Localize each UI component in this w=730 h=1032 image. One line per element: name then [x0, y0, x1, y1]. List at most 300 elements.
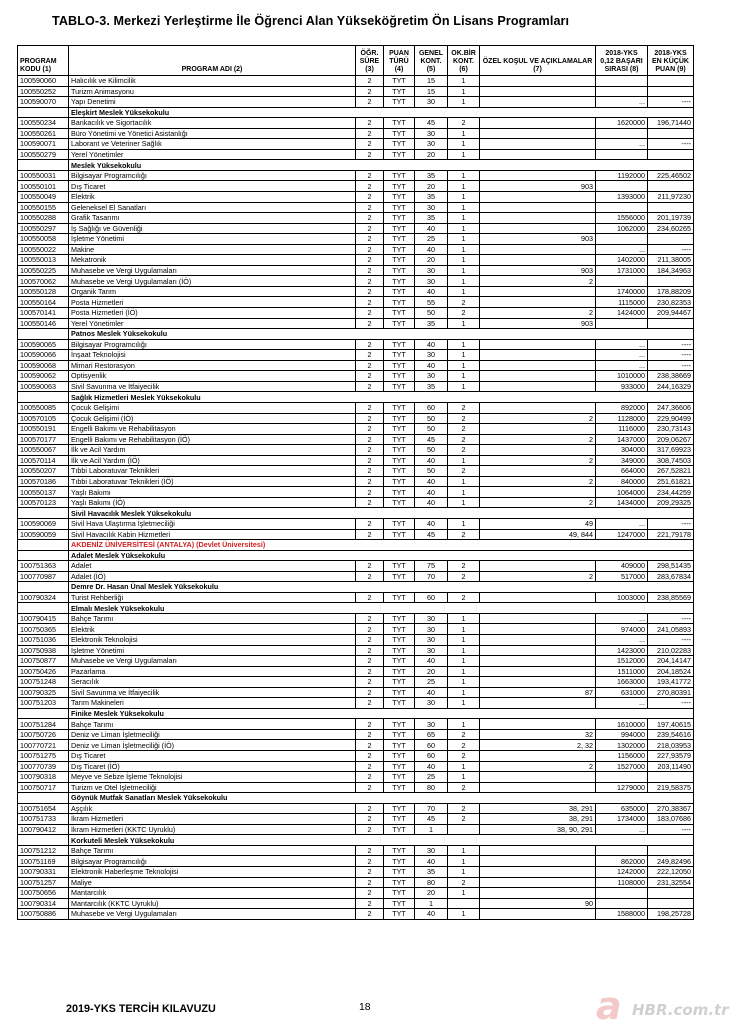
- cell-score-type: TYT: [384, 867, 415, 878]
- table-row: [18, 719, 694, 730]
- cell-top-student-quota: 1: [448, 666, 480, 677]
- cell-success-rank: ...: [596, 339, 648, 350]
- cell-min-score: [648, 318, 694, 329]
- table-row: [18, 455, 694, 466]
- cell-program-name: Mimari Restorasyon: [69, 360, 356, 371]
- cell-special-conditions: 32: [480, 729, 596, 740]
- table-row: [18, 772, 694, 783]
- table-row: [18, 202, 694, 213]
- cell-success-rank: 974000: [596, 624, 648, 635]
- programs-table-wrapper: [17, 45, 693, 920]
- table-row: [18, 118, 694, 129]
- cell-success-rank: 1734000: [596, 814, 648, 825]
- cell-general-quota: 50: [415, 445, 448, 456]
- school-name: Finike Meslek Yüksekokulu: [69, 708, 694, 719]
- cell-min-score: 230,73143: [648, 424, 694, 435]
- cell-score-type: TYT: [384, 350, 415, 361]
- cell-program-code: 100590069: [18, 518, 69, 529]
- cell-program-name: Dış Ticaret (İÖ): [69, 761, 356, 772]
- cell-duration: 2: [356, 561, 384, 572]
- cell-success-rank: [596, 888, 648, 899]
- cell-success-rank: 631000: [596, 687, 648, 698]
- cell-special-conditions: [480, 888, 596, 899]
- cell-min-score: 239,54616: [648, 729, 694, 740]
- cell-top-student-quota: 2: [448, 118, 480, 129]
- cell-general-quota: 25: [415, 772, 448, 783]
- cell-program-name: Deniz ve Liman İşletmeciliği: [69, 729, 356, 740]
- cell-general-quota: 30: [415, 202, 448, 213]
- cell-program-code: 100790325: [18, 687, 69, 698]
- cell-program-name: Mantarcılık: [69, 888, 356, 899]
- cell-program-name: Yapı Denetimi: [69, 97, 356, 108]
- table-row: [18, 803, 694, 814]
- cell-program-code: 100751169: [18, 856, 69, 867]
- cell-top-student-quota: 1: [448, 909, 480, 920]
- table-row: [18, 424, 694, 435]
- school-name: Adalet Meslek Yüksekokulu: [69, 550, 694, 561]
- cell-min-score: 234,60265: [648, 223, 694, 234]
- table-row: [18, 402, 694, 413]
- cell-duration: 2: [356, 571, 384, 582]
- cell-program-name: Turizm ve Otel İşletmeciliği: [69, 782, 356, 793]
- cell-general-quota: 30: [415, 128, 448, 139]
- cell-success-rank: ...: [596, 613, 648, 624]
- school-row: [18, 708, 694, 719]
- cell-general-quota: 30: [415, 719, 448, 730]
- cell-program-name: Mantarcılık (KKTC Uyruklu): [69, 898, 356, 909]
- cell-program-code: 100770987: [18, 571, 69, 582]
- cell-top-student-quota: 1: [448, 856, 480, 867]
- cell-program-name: İkram Hizmetleri (KKTC Uyruklu): [69, 824, 356, 835]
- cell-top-student-quota: 1: [448, 234, 480, 245]
- cell-general-quota: 50: [415, 413, 448, 424]
- cell-program-name: Bilgisayar Programcılığı: [69, 339, 356, 350]
- cell-score-type: TYT: [384, 76, 415, 87]
- cell-program-name: Posta Hizmetleri: [69, 297, 356, 308]
- cell-min-score: [648, 76, 694, 87]
- cell-program-name: Organik Tarım: [69, 286, 356, 297]
- cell-top-student-quota: 1: [448, 455, 480, 466]
- cell-general-quota: 40: [415, 856, 448, 867]
- cell-general-quota: 30: [415, 634, 448, 645]
- cell-general-quota: 50: [415, 466, 448, 477]
- cell-top-student-quota: 1: [448, 192, 480, 203]
- cell-duration: 2: [356, 455, 384, 466]
- cell-top-student-quota: 1: [448, 845, 480, 856]
- cell-success-rank: 1064000: [596, 487, 648, 498]
- cell-min-score: 241,05893: [648, 624, 694, 635]
- cell-top-student-quota: 2: [448, 434, 480, 445]
- cell-min-score: 270,38367: [648, 803, 694, 814]
- table-row: [18, 656, 694, 667]
- cell-program-code: 100550049: [18, 192, 69, 203]
- cell-duration: 2: [356, 234, 384, 245]
- cell-general-quota: 30: [415, 624, 448, 635]
- cell-success-rank: 1279000: [596, 782, 648, 793]
- cell-duration: 2: [356, 244, 384, 255]
- cell-program-name: Tıbbi Laboratuvar Teknikleri (İÖ): [69, 476, 356, 487]
- cell-special-conditions: [480, 677, 596, 688]
- cell-program-name: Maliye: [69, 877, 356, 888]
- cell-duration: 2: [356, 624, 384, 635]
- cell-special-conditions: [480, 613, 596, 624]
- cell-general-quota: 30: [415, 276, 448, 287]
- cell-success-rank: ...: [596, 139, 648, 150]
- cell-program-code: 100750426: [18, 666, 69, 677]
- cell-program-code: 100550225: [18, 265, 69, 276]
- table-row: [18, 529, 694, 540]
- cell-min-score: 201,19739: [648, 213, 694, 224]
- cell-special-conditions: 2: [480, 476, 596, 487]
- cell-min-score: [648, 181, 694, 192]
- cell-top-student-quota: 1: [448, 772, 480, 783]
- cell-duration: 2: [356, 824, 384, 835]
- cell-program-code: 100570062: [18, 276, 69, 287]
- cell-special-conditions: [480, 97, 596, 108]
- cell-top-student-quota: 1: [448, 634, 480, 645]
- cell-min-score: 225,46502: [648, 170, 694, 181]
- cell-program-code: 100550101: [18, 181, 69, 192]
- cell-success-rank: 409000: [596, 561, 648, 572]
- cell-general-quota: 50: [415, 424, 448, 435]
- table-row: [18, 213, 694, 224]
- cell-score-type: TYT: [384, 698, 415, 709]
- cell-success-rank: [596, 149, 648, 160]
- cell-program-code: 100750877: [18, 656, 69, 667]
- cell-score-type: TYT: [384, 719, 415, 730]
- cell-general-quota: 60: [415, 740, 448, 751]
- cell-special-conditions: [480, 339, 596, 350]
- cell-min-score: 193,41772: [648, 677, 694, 688]
- cell-special-conditions: [480, 118, 596, 129]
- cell-program-name: Yaşlı Bakımı (İÖ): [69, 497, 356, 508]
- table-row: [18, 856, 694, 867]
- cell-top-student-quota: 1: [448, 139, 480, 150]
- cell-score-type: TYT: [384, 286, 415, 297]
- cell-general-quota: 30: [415, 371, 448, 382]
- cell-program-code: 100550261: [18, 128, 69, 139]
- table-row: [18, 592, 694, 603]
- table-row: [18, 276, 694, 287]
- cell-program-code: 100590071: [18, 139, 69, 150]
- cell-program-code: 100790318: [18, 772, 69, 783]
- cell-program-code: 100550155: [18, 202, 69, 213]
- cell-min-score: [648, 234, 694, 245]
- table-row: [18, 518, 694, 529]
- cell-top-student-quota: 2: [448, 297, 480, 308]
- cell-program-code: 100590063: [18, 381, 69, 392]
- cell-program-code: 100790324: [18, 592, 69, 603]
- cell-special-conditions: [480, 76, 596, 87]
- header-success-rank: 2018-YKS 0,12 BAŞARI SIRASI (8): [596, 46, 648, 76]
- cell-special-conditions: [480, 170, 596, 181]
- cell-min-score: 183,07686: [648, 814, 694, 825]
- table-row: [18, 888, 694, 899]
- cell-min-score: 209,94467: [648, 308, 694, 319]
- cell-special-conditions: 49, 844: [480, 529, 596, 540]
- cell-program-code: 100550022: [18, 244, 69, 255]
- page-number: 18: [359, 1002, 371, 1013]
- watermark: [596, 984, 729, 1028]
- cell-program-name: Büro Yönetimi ve Yönetici Asistanlığı: [69, 128, 356, 139]
- cell-min-score: 219,58375: [648, 782, 694, 793]
- cell-duration: 2: [356, 213, 384, 224]
- cell-top-student-quota: 1: [448, 613, 480, 624]
- cell-success-rank: 635000: [596, 803, 648, 814]
- cell-top-student-quota: 1: [448, 360, 480, 371]
- cell-program-code: 100570141: [18, 308, 69, 319]
- cell-min-score: 238,38669: [648, 371, 694, 382]
- cell-duration: 2: [356, 139, 384, 150]
- cell-program-code: 100750717: [18, 782, 69, 793]
- cell-success-rank: 1115000: [596, 297, 648, 308]
- cell-duration: 2: [356, 518, 384, 529]
- cell-program-name: Tıbbi Laboratuvar Teknikleri: [69, 466, 356, 477]
- cell-program-code: 100550207: [18, 466, 69, 477]
- cell-score-type: TYT: [384, 677, 415, 688]
- cell-special-conditions: [480, 751, 596, 762]
- cell-special-conditions: 87: [480, 687, 596, 698]
- table-row: [18, 86, 694, 97]
- school-row: [18, 550, 694, 561]
- cell-empty: [18, 793, 69, 804]
- cell-duration: 2: [356, 487, 384, 498]
- cell-top-student-quota: 1: [448, 213, 480, 224]
- cell-special-conditions: 2: [480, 434, 596, 445]
- cell-duration: 2: [356, 118, 384, 129]
- cell-general-quota: 45: [415, 118, 448, 129]
- cell-score-type: TYT: [384, 497, 415, 508]
- cell-top-student-quota: 1: [448, 181, 480, 192]
- cell-general-quota: 70: [415, 571, 448, 582]
- cell-program-name: Sivil Savunma ve İtfaiyecilik: [69, 381, 356, 392]
- cell-duration: 2: [356, 202, 384, 213]
- cell-special-conditions: [480, 139, 596, 150]
- cell-general-quota: 35: [415, 192, 448, 203]
- cell-special-conditions: [480, 698, 596, 709]
- table-row: [18, 128, 694, 139]
- table-row: [18, 286, 694, 297]
- cell-top-student-quota: 2: [448, 814, 480, 825]
- cell-min-score: 218,03953: [648, 740, 694, 751]
- cell-program-name: Makine: [69, 244, 356, 255]
- cell-empty: [18, 550, 69, 561]
- cell-top-student-quota: 1: [448, 645, 480, 656]
- cell-general-quota: 40: [415, 455, 448, 466]
- cell-program-name: İkram Hizmetleri: [69, 814, 356, 825]
- cell-special-conditions: [480, 466, 596, 477]
- cell-duration: 2: [356, 634, 384, 645]
- cell-general-quota: 60: [415, 402, 448, 413]
- cell-score-type: TYT: [384, 118, 415, 129]
- cell-general-quota: 30: [415, 845, 448, 856]
- cell-special-conditions: [480, 360, 596, 371]
- cell-duration: 2: [356, 476, 384, 487]
- cell-top-student-quota: 1: [448, 719, 480, 730]
- cell-general-quota: 1: [415, 898, 448, 909]
- cell-program-name: Engelli Bakımı ve Rehabilitasyon: [69, 424, 356, 435]
- cell-success-rank: ...: [596, 360, 648, 371]
- cell-program-name: Dış Ticaret: [69, 181, 356, 192]
- cell-general-quota: 80: [415, 782, 448, 793]
- cell-success-rank: 1511000: [596, 666, 648, 677]
- cell-program-code: 100550288: [18, 213, 69, 224]
- cell-special-conditions: 2, 32: [480, 740, 596, 751]
- header-program-name: PROGRAM ADI (2): [69, 46, 356, 76]
- cell-score-type: TYT: [384, 772, 415, 783]
- cell-top-student-quota: [448, 824, 480, 835]
- cell-empty: [18, 160, 69, 171]
- cell-success-rank: 1128000: [596, 413, 648, 424]
- cell-program-name: İşletme Yönetimi: [69, 234, 356, 245]
- school-name: Meslek Yüksekokulu: [69, 160, 694, 171]
- programs-table: [17, 45, 694, 920]
- cell-general-quota: 40: [415, 244, 448, 255]
- table-header: [18, 46, 694, 76]
- cell-duration: 2: [356, 297, 384, 308]
- cell-program-code: 100570177: [18, 434, 69, 445]
- school-row: [18, 160, 694, 171]
- cell-program-code: 100590066: [18, 350, 69, 361]
- cell-score-type: TYT: [384, 814, 415, 825]
- cell-special-conditions: [480, 350, 596, 361]
- cell-success-rank: 1740000: [596, 286, 648, 297]
- cell-program-code: 100751036: [18, 634, 69, 645]
- cell-top-student-quota: 2: [448, 424, 480, 435]
- table-row: [18, 434, 694, 445]
- cell-score-type: TYT: [384, 402, 415, 413]
- table-row: [18, 561, 694, 572]
- cell-general-quota: 40: [415, 223, 448, 234]
- table-row: [18, 740, 694, 751]
- cell-special-conditions: [480, 255, 596, 266]
- cell-duration: 2: [356, 592, 384, 603]
- cell-success-rank: 1108000: [596, 877, 648, 888]
- cell-duration: 2: [356, 434, 384, 445]
- cell-score-type: TYT: [384, 476, 415, 487]
- cell-duration: 2: [356, 751, 384, 762]
- cell-success-rank: ...: [596, 824, 648, 835]
- cell-score-type: TYT: [384, 656, 415, 667]
- school-row: [18, 107, 694, 118]
- cell-success-rank: 349000: [596, 455, 648, 466]
- cell-program-name: Seracılık: [69, 677, 356, 688]
- cell-general-quota: 35: [415, 318, 448, 329]
- cell-duration: 2: [356, 740, 384, 751]
- cell-special-conditions: 2: [480, 276, 596, 287]
- cell-top-student-quota: 1: [448, 76, 480, 87]
- cell-program-code: 100770721: [18, 740, 69, 751]
- cell-score-type: TYT: [384, 856, 415, 867]
- table-row: [18, 687, 694, 698]
- cell-duration: 2: [356, 867, 384, 878]
- cell-min-score: 238,85569: [648, 592, 694, 603]
- cell-score-type: TYT: [384, 898, 415, 909]
- cell-program-name: Dış Ticaret: [69, 751, 356, 762]
- cell-top-student-quota: 2: [448, 413, 480, 424]
- cell-special-conditions: [480, 402, 596, 413]
- cell-duration: 2: [356, 803, 384, 814]
- table-row: [18, 97, 694, 108]
- cell-score-type: TYT: [384, 803, 415, 814]
- cell-program-name: Posta Hizmetleri (İÖ): [69, 308, 356, 319]
- cell-program-code: 100550164: [18, 297, 69, 308]
- cell-score-type: TYT: [384, 149, 415, 160]
- cell-success-rank: 1731000: [596, 265, 648, 276]
- cell-general-quota: 70: [415, 803, 448, 814]
- cell-min-score: ----: [648, 360, 694, 371]
- cell-duration: 2: [356, 656, 384, 667]
- cell-program-code: 100550146: [18, 318, 69, 329]
- cell-duration: 2: [356, 360, 384, 371]
- table-row: [18, 244, 694, 255]
- table-row: [18, 814, 694, 825]
- cell-duration: 2: [356, 497, 384, 508]
- cell-program-name: Yerel Yönetimler: [69, 318, 356, 329]
- cell-min-score: ----: [648, 139, 694, 150]
- cell-success-rank: [596, 202, 648, 213]
- cell-special-conditions: [480, 634, 596, 645]
- cell-top-student-quota: 1: [448, 888, 480, 899]
- school-name: Eleşkirt Meslek Yüksekokulu: [69, 107, 694, 118]
- cell-score-type: TYT: [384, 213, 415, 224]
- cell-min-score: 221,79178: [648, 529, 694, 540]
- cell-duration: 2: [356, 666, 384, 677]
- cell-duration: 2: [356, 719, 384, 730]
- cell-program-code: 100590070: [18, 97, 69, 108]
- cell-program-code: 100550279: [18, 149, 69, 160]
- cell-score-type: TYT: [384, 276, 415, 287]
- cell-program-code: 100550067: [18, 445, 69, 456]
- cell-special-conditions: [480, 782, 596, 793]
- cell-top-student-quota: 1: [448, 497, 480, 508]
- cell-top-student-quota: 1: [448, 86, 480, 97]
- cell-duration: 2: [356, 888, 384, 899]
- cell-program-name: Bankacılık ve Sigortacılık: [69, 118, 356, 129]
- cell-special-conditions: 903: [480, 234, 596, 245]
- cell-success-rank: 1010000: [596, 371, 648, 382]
- cell-duration: 2: [356, 729, 384, 740]
- cell-duration: 2: [356, 223, 384, 234]
- cell-duration: 2: [356, 308, 384, 319]
- header-program-code: PROGRAM KODU (1): [18, 46, 69, 76]
- watermark-logo: a: [596, 984, 622, 1028]
- table-row: [18, 571, 694, 582]
- cell-empty: [18, 603, 69, 614]
- cell-success-rank: [596, 318, 648, 329]
- cell-min-score: 244,16329: [648, 381, 694, 392]
- cell-program-name: Sivil Havacılık Kabin Hizmetleri: [69, 529, 356, 540]
- cell-top-student-quota: 1: [448, 149, 480, 160]
- cell-min-score: 211,97230: [648, 192, 694, 203]
- cell-program-name: Deniz ve Liman İşletmeciliği (İÖ): [69, 740, 356, 751]
- cell-duration: 2: [356, 898, 384, 909]
- cell-score-type: TYT: [384, 86, 415, 97]
- cell-program-name: Pazarlama: [69, 666, 356, 677]
- cell-program-code: 100550058: [18, 234, 69, 245]
- cell-min-score: [648, 888, 694, 899]
- cell-empty: [18, 508, 69, 519]
- cell-special-conditions: [480, 877, 596, 888]
- cell-success-rank: 664000: [596, 466, 648, 477]
- cell-min-score: [648, 202, 694, 213]
- cell-score-type: TYT: [384, 687, 415, 698]
- cell-program-code: 100751275: [18, 751, 69, 762]
- table-row: [18, 308, 694, 319]
- cell-score-type: TYT: [384, 592, 415, 603]
- cell-program-code: 100790415: [18, 613, 69, 624]
- cell-top-student-quota: 1: [448, 371, 480, 382]
